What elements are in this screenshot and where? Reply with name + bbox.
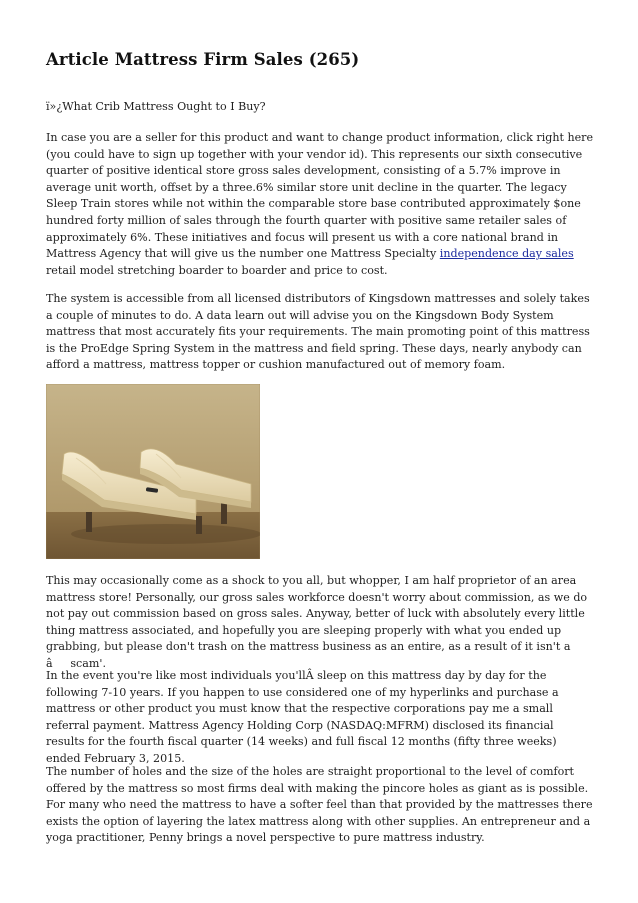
paragraph-4: In the event you're like most individuals you'llÂ sleep on this mattress day by day for the following 7-10 years. If you happen to use considered one of my hyperlinks and purchase a mattress or other product you must know that the respective corporations pay me a small referral payment. Mattress Agency Holding Corp (NASDAQ:MFRM) disclosed its financial results for the fourth fiscal quarter (14 weeks) and full fiscal 12 months (fifty three weeks) ended February 3, 2015. xyxy=(46,669,559,765)
adjustable-bed-photo xyxy=(46,384,260,559)
paragraph-1-text-start: In case you are a seller for this product and want to change product information, click right here (you could have to sign up together with your vendor id). This represents our sixth consecutive quarter of positive identical store gross sales development, consisting of a 5.7% improve in average unit worth, offset by a three.6% similar store unit decline in the quarter. The legacy Sleep Train stores while not within the comparable store base contributed approximately $one hundred forty million of sales through the fourth quarter with positive same retailer sales of approximately 6%. These initiatives and focus will present us with a core national brand in Mattress Agency that will give us the number one Mattress Specialty xyxy=(46,131,594,261)
paragraph-5: The number of holes and the size of the holes are straight proportional to the level of comfort offered by the mattress so most firms deal with making the pincore holes as giant as is possible. For many who need the mattress to have a softer feel than that provided by the mattresses there exists the option of layering the latex mattress along with other supplies. An entrepreneur and a yoga practitioner, Penny brings a novel perspective to pure mattress industry. xyxy=(46,765,593,845)
paragraph-2: The system is accessible from all licensed distributors of Kingsdown mattresses and solely takes a couple of minutes to do. A data learn out will advise you on the Kingsdown Body System mattress that most accurately fits your requirements. The main promoting point of this mattress is the ProEdge Spring System in the mattress and field spring. These days, nearly anybody can afford a mattress, mattress topper or cushion manufactured out of memory foam. xyxy=(46,292,590,372)
adjustable-bed-illustration xyxy=(46,384,260,559)
article-title: Article Mattress Firm Sales (265) xyxy=(46,50,360,69)
paragraph-1 xyxy=(46,130,594,279)
paragraph-3: This may occasionally come as a shock to you all, but whopper, I am half proprietor of an area mattress store! Personally, our gross sales workforce doesn't worry about commission, as we do not pay out commission based on gross sales. Anyway, better of luck with absolutely every little thing mattress associated, and hopefully you are sleeping properly with what you ended up grabbing, but please don't trash on the mattress business as an entire, as a result of it isn't a âscam'. xyxy=(46,574,588,670)
paragraph-1-text-end: retail model stretching boarder to boarder and price to cost. xyxy=(46,263,388,277)
independence-day-sales-link[interactable]: independence day sales xyxy=(439,247,574,261)
subtitle-paragraph: ï»¿What Crib Mattress Ought to I Buy? xyxy=(46,100,266,113)
